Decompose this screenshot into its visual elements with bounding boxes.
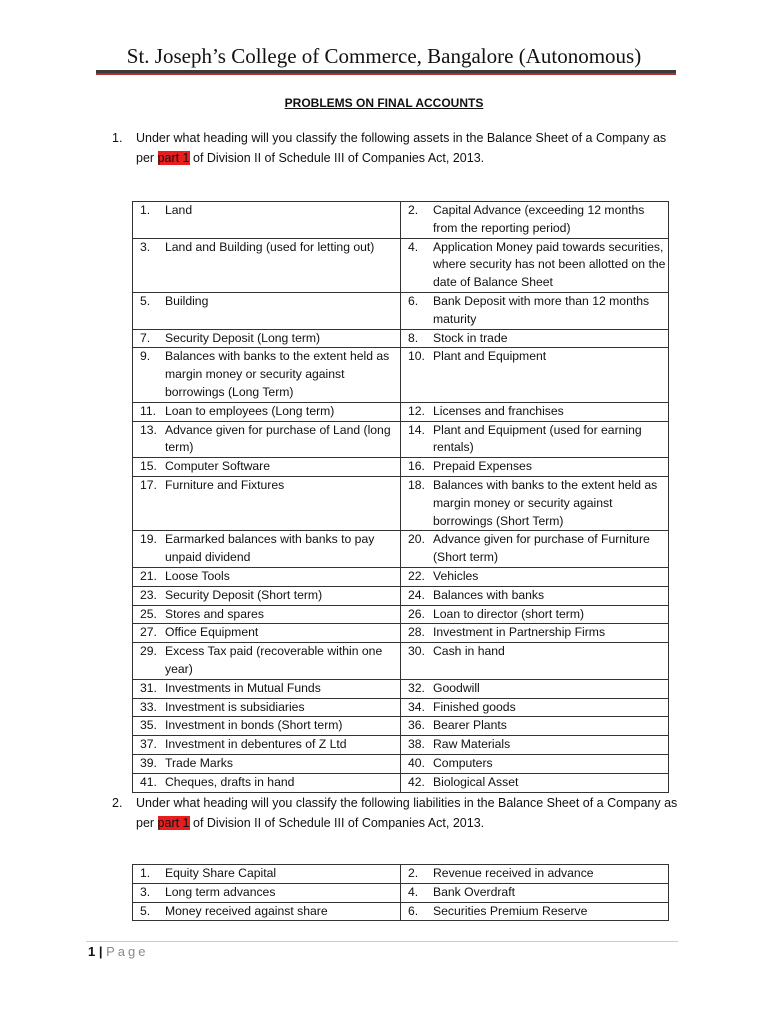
table-cell: [133, 773, 401, 792]
item-number: 16.: [408, 459, 425, 474]
item-number: 3.: [140, 239, 151, 254]
item-number: 22.: [408, 568, 425, 583]
item-number: 4.: [408, 239, 419, 254]
item-number: 2.: [408, 866, 419, 880]
table-row: [133, 736, 669, 755]
item-text: Furniture and Fixtures: [165, 477, 285, 492]
list-item: [140, 774, 398, 792]
table-cell: [133, 736, 401, 755]
item-text: Licenses and franchises: [433, 403, 564, 418]
table-cell: [133, 202, 401, 239]
item-number: 20.: [408, 532, 425, 547]
item-number: 5.: [140, 293, 151, 308]
table-cell: [133, 624, 401, 643]
item-number: 10.: [408, 349, 425, 364]
item-number: 7.: [140, 330, 151, 345]
item-text: Loan to employees (Long term): [165, 403, 335, 418]
table-cell: [401, 402, 669, 421]
item-number: 18.: [408, 477, 425, 492]
list-item: [140, 330, 398, 348]
item-text: Trade Marks: [165, 755, 233, 770]
item-text: Loose Tools: [165, 568, 230, 583]
table-cell: [133, 902, 401, 921]
table-cell: [133, 292, 401, 329]
item-number: 1.: [140, 203, 151, 217]
table-cell: [133, 421, 401, 458]
table-cell: [133, 698, 401, 717]
table-cell: [401, 754, 669, 773]
table-cell: [133, 865, 401, 884]
item-text: Capital Advance (exceeding 12 months from the reporting period): [433, 203, 645, 235]
table-cell: [133, 531, 401, 568]
table-row: [133, 531, 669, 568]
list-item: [408, 202, 666, 238]
item-text: Investment is subsidiaries: [165, 699, 305, 714]
table-cell: [133, 717, 401, 736]
table-row: [133, 717, 669, 736]
item-text: Cheques, drafts in hand: [165, 774, 295, 789]
list-item: [140, 531, 398, 567]
question-text-start: Under what heading will you classify the following liabilities in the Balance Sheet of a Company as per: [136, 796, 678, 830]
table-cell: [401, 421, 669, 458]
table-row: [133, 605, 669, 624]
liabilities-table: [132, 864, 669, 921]
item-number: 6.: [408, 293, 419, 308]
item-number: 37.: [140, 737, 157, 752]
document-heading: PROBLEMS ON FINAL ACCOUNTS: [284, 96, 484, 110]
table-cell: [401, 202, 669, 239]
table-cell: [401, 698, 669, 717]
assets-table: [132, 201, 669, 793]
page-label: Page: [106, 944, 149, 959]
list-item: [408, 330, 666, 348]
item-number: 4.: [408, 884, 419, 899]
list-item: [408, 717, 666, 735]
table-row: [133, 624, 669, 643]
table-cell: [401, 567, 669, 586]
item-number: 12.: [408, 403, 425, 418]
item-number: 33.: [140, 699, 157, 714]
question-text: [136, 793, 682, 833]
list-item: [140, 348, 398, 401]
list-item: [140, 422, 398, 458]
table-cell: [401, 458, 669, 477]
question-number: 2.: [112, 796, 123, 810]
table-row: [133, 698, 669, 717]
item-number: 29.: [140, 644, 157, 659]
item-text: Security Deposit (Long term): [165, 330, 321, 345]
item-text: Balances with banks: [433, 587, 545, 602]
item-text: Investment in Partnership Firms: [433, 625, 606, 640]
list-item: [408, 477, 666, 530]
table-cell: [401, 679, 669, 698]
list-item: [408, 587, 666, 605]
list-item: [140, 568, 398, 586]
item-text: Cash in hand: [433, 644, 505, 659]
table-row: [133, 902, 669, 921]
item-number: 32.: [408, 680, 425, 695]
question-text-end: of Division II of Schedule III of Companies Act, 2013.: [189, 151, 485, 165]
item-number: 35.: [140, 718, 157, 733]
question-text: [136, 128, 682, 168]
table-row: [133, 202, 669, 239]
item-number: 6.: [408, 903, 419, 918]
item-number: 23.: [140, 587, 157, 602]
item-text: Plant and Equipment (used for earning rentals): [433, 422, 642, 455]
item-text: Bank Overdraft: [433, 884, 515, 899]
table-cell: [401, 883, 669, 902]
table-row: [133, 679, 669, 698]
highlighted-text: part 1: [157, 816, 190, 830]
item-number: 26.: [408, 606, 425, 621]
list-item: [408, 865, 666, 883]
page-number: 1: [88, 944, 96, 959]
table-row: [133, 754, 669, 773]
item-text: Security Deposit (Short term): [165, 587, 323, 602]
table-cell: [401, 292, 669, 329]
list-item: [408, 643, 666, 661]
item-number: 39.: [140, 755, 157, 770]
item-number: 42.: [408, 774, 425, 789]
item-text: Investment in bonds (Short term): [165, 718, 343, 733]
list-item: [408, 293, 666, 329]
list-item: [408, 606, 666, 624]
list-item: [140, 458, 398, 476]
table-row: [133, 773, 669, 792]
list-item: [408, 403, 666, 421]
item-number: 14.: [408, 422, 425, 437]
list-item: [140, 403, 398, 421]
item-number: 34.: [408, 699, 425, 714]
table-cell: [133, 476, 401, 530]
table-cell: [401, 736, 669, 755]
item-text: Raw Materials: [433, 737, 511, 752]
table-cell: [133, 754, 401, 773]
list-item: [408, 884, 666, 902]
item-number: 28.: [408, 625, 425, 640]
table-row: [133, 476, 669, 530]
table-cell: [133, 238, 401, 292]
table-cell: [133, 567, 401, 586]
item-number: 27.: [140, 625, 157, 640]
question-number: 1.: [112, 131, 123, 145]
table-cell: [133, 402, 401, 421]
list-item: [408, 422, 666, 458]
table-row: [133, 238, 669, 292]
item-number: 41.: [140, 774, 157, 789]
item-text: Land and Building (used for letting out): [165, 239, 375, 254]
list-item: [408, 348, 666, 366]
table-cell: [133, 883, 401, 902]
list-item: [408, 774, 666, 792]
list-item: [140, 624, 398, 642]
item-text: Vehicles: [433, 568, 479, 583]
list-item: [408, 680, 666, 698]
list-item: [408, 903, 666, 921]
item-text: Excess Tax paid (recoverable within one year): [165, 644, 383, 676]
item-number: 25.: [140, 606, 157, 621]
table-cell: [401, 531, 669, 568]
list-item: [140, 643, 398, 679]
item-text: Advance given for purchase of Land (long term): [165, 422, 391, 455]
table-row: [133, 883, 669, 902]
item-text: Securities Premium Reserve: [433, 903, 588, 918]
table-cell: [401, 624, 669, 643]
item-number: 8.: [408, 330, 419, 345]
item-number: 13.: [140, 422, 157, 437]
item-number: 17.: [140, 477, 157, 492]
item-text: Long term advances: [165, 884, 276, 899]
list-item: [140, 755, 398, 773]
table-row: [133, 329, 669, 348]
item-number: 2.: [408, 203, 419, 217]
list-item: [140, 717, 398, 735]
question-text-start: Under what heading will you classify the following assets in the Balance Sheet of a Company as per: [136, 131, 667, 165]
item-text: Investments in Mutual Funds: [165, 680, 321, 695]
item-text: Balances with banks to the extent held as margin money or security against borrowings (Short Term): [433, 477, 658, 528]
question-text-end: of Division II of Schedule III of Companies Act, 2013.: [189, 816, 485, 830]
table-cell: [401, 643, 669, 680]
list-item: [408, 531, 666, 567]
item-text: Finished goods: [433, 699, 516, 714]
table-cell: [133, 329, 401, 348]
table-cell: [133, 348, 401, 402]
item-text: Land: [165, 203, 193, 217]
item-number: 19.: [140, 532, 157, 547]
item-text: Stock in trade: [433, 330, 508, 345]
list-item: [140, 293, 398, 311]
page-footer: [88, 944, 149, 959]
item-number: 5.: [140, 903, 151, 918]
table-cell: [133, 586, 401, 605]
item-number: 1.: [140, 866, 151, 880]
list-item: [408, 624, 666, 642]
item-number: 30.: [408, 644, 425, 659]
item-text: Money received against share: [165, 903, 328, 918]
table-row: [133, 348, 669, 402]
item-text: Computers: [433, 755, 493, 770]
table-row: [133, 421, 669, 458]
item-number: 11.: [140, 403, 157, 418]
table-row: [133, 567, 669, 586]
footer-rule: [86, 941, 678, 942]
list-item: [408, 568, 666, 586]
item-text: Earmarked balances with banks to pay unpaid dividend: [165, 532, 375, 565]
item-text: Bearer Plants: [433, 718, 507, 733]
item-text: Investment in debentures of Z Ltd: [165, 737, 347, 752]
item-number: 3.: [140, 884, 151, 899]
table-row: [133, 643, 669, 680]
list-item: [140, 587, 398, 605]
table-row: [133, 292, 669, 329]
item-text: Application Money paid towards securities, where security has not been allotted on the date of Balance Sheet: [433, 239, 666, 290]
item-number: 38.: [408, 737, 425, 752]
table-row: [133, 402, 669, 421]
list-item: [408, 736, 666, 754]
page-separator: |: [98, 944, 103, 959]
item-number: 40.: [408, 755, 425, 770]
table-cell: [133, 679, 401, 698]
list-item: [140, 736, 398, 754]
list-item: [408, 458, 666, 476]
list-item: [140, 903, 398, 921]
item-number: 21.: [140, 568, 157, 583]
list-item: [408, 239, 666, 292]
item-number: 15.: [140, 459, 157, 474]
item-text: Office Equipment: [165, 625, 259, 640]
list-item: [140, 202, 398, 220]
item-number: 24.: [408, 587, 425, 602]
list-item: [140, 884, 398, 902]
list-item: [140, 606, 398, 624]
table-cell: [401, 348, 669, 402]
item-number: 36.: [408, 718, 425, 733]
item-text: Stores and spares: [165, 606, 264, 621]
list-item: [140, 239, 398, 257]
item-text: Revenue received in advance: [433, 866, 594, 880]
table-cell: [401, 329, 669, 348]
table-cell: [401, 865, 669, 884]
table-row: [133, 865, 669, 884]
list-item: [140, 865, 398, 883]
table-row: [133, 586, 669, 605]
item-number: 31.: [140, 680, 157, 695]
header-rule-accent: [96, 73, 676, 75]
table-cell: [133, 605, 401, 624]
item-text: Biological Asset: [433, 774, 519, 789]
table-cell: [133, 643, 401, 680]
table-cell: [401, 902, 669, 921]
college-title: St. Joseph’s College of Commerce, Bangalore (Autonomous): [126, 44, 642, 68]
table-cell: [401, 586, 669, 605]
table-cell: [401, 717, 669, 736]
list-item: [140, 477, 398, 495]
table-cell: [133, 458, 401, 477]
item-text: Computer Software: [165, 459, 270, 474]
item-text: Equity Share Capital: [165, 866, 277, 880]
table-row: [133, 458, 669, 477]
table-cell: [401, 238, 669, 292]
list-item: [408, 699, 666, 717]
highlighted-text: part 1: [157, 151, 190, 165]
item-text: Plant and Equipment: [433, 349, 547, 364]
list-item: [408, 755, 666, 773]
item-text: Loan to director (short term): [433, 606, 585, 621]
item-text: Building: [165, 293, 209, 308]
table-cell: [401, 773, 669, 792]
item-text: Balances with banks to the extent held as margin money or security against borrowings (Long Term): [165, 349, 390, 399]
item-text: Goodwill: [433, 680, 480, 695]
list-item: [140, 699, 398, 717]
item-text: Bank Deposit with more than 12 months maturity: [433, 293, 650, 326]
table-cell: [401, 605, 669, 624]
table-cell: [401, 476, 669, 530]
item-text: Advance given for purchase of Furniture (Short term): [433, 532, 650, 565]
item-text: Prepaid Expenses: [433, 459, 532, 474]
list-item: [140, 680, 398, 698]
item-number: 9.: [140, 349, 151, 364]
